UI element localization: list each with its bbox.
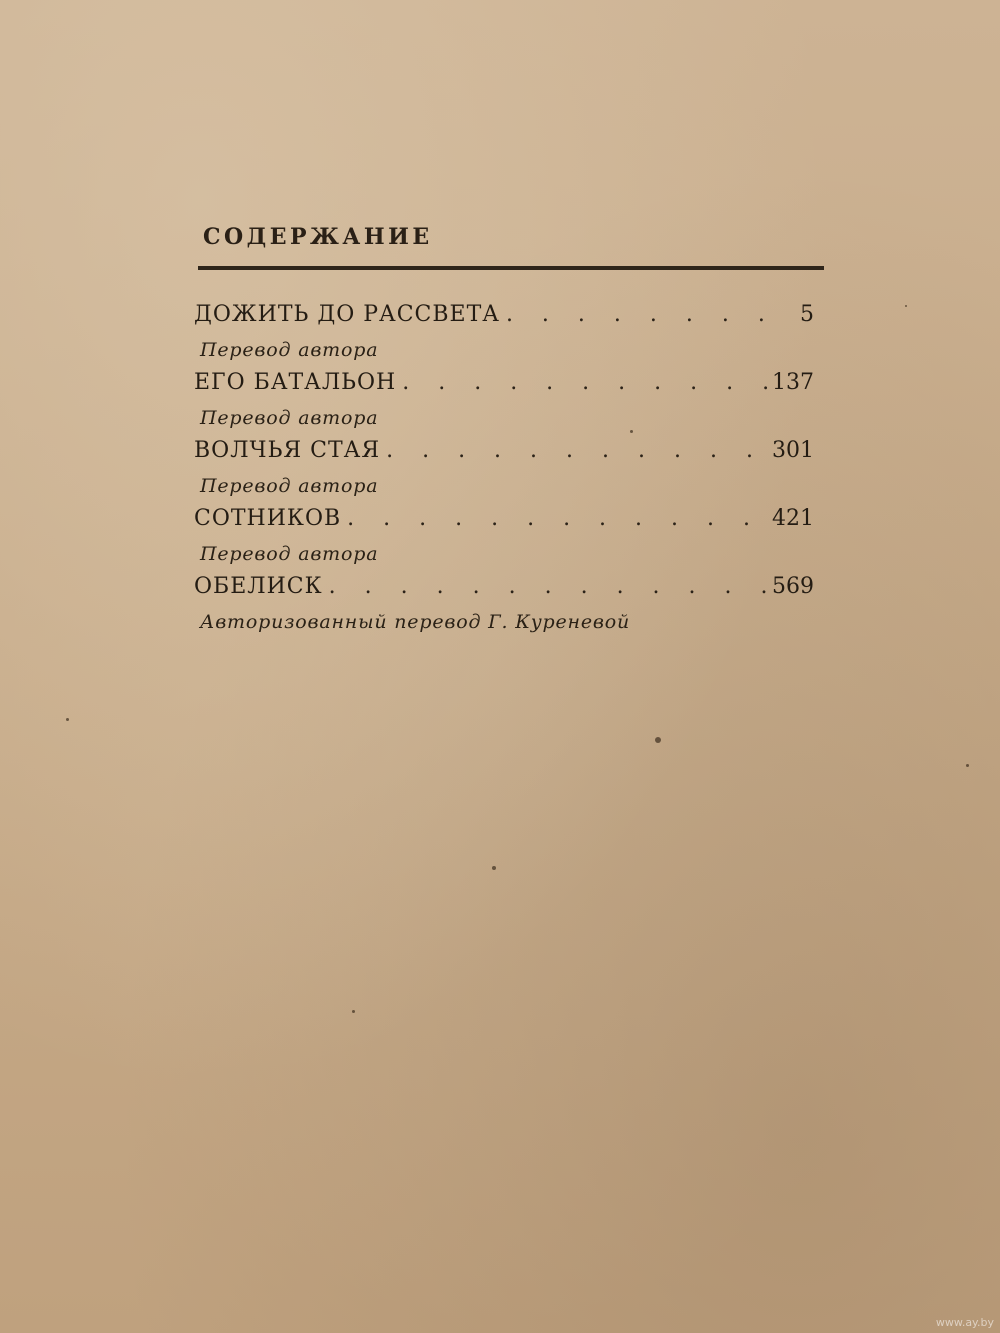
dot-leader [500,302,770,327]
paper-speck [66,718,69,721]
toc-entry-line [194,302,814,338]
toc-entry-page: 301 [772,438,814,463]
toc-entry-translation: Перевод автора [200,339,379,361]
toc-entry [194,302,814,370]
paper-speck [492,866,496,870]
paper-speck [655,737,661,743]
toc-entry-title: ВОЛЧЬЯ СТАЯ [194,438,381,463]
toc-entry [194,438,814,506]
toc-entry-translation: Авторизованный перевод Г. Куреневой [200,611,631,633]
toc-entry-title: ОБЕЛИСК [194,574,323,599]
toc-entry-page: 137 [772,370,814,395]
contents-list [194,302,814,642]
paper-speck [630,430,633,433]
dot-leader [396,370,770,395]
paper-speck [966,764,969,767]
toc-entry-page: 569 [772,574,814,599]
toc-entry-title: СОТНИКОВ [194,506,342,531]
toc-entry-title: ЕГО БАТАЛЬОН [194,370,397,395]
toc-entry-translation: Перевод автора [200,407,379,429]
dot-leader [380,438,770,463]
paper-speck [905,305,907,307]
toc-entry-line [194,574,814,610]
contents-heading: СОДЕРЖАНИЕ [203,224,433,250]
toc-entry-page: 421 [772,506,814,531]
dot-leader [323,574,770,599]
toc-entry [194,506,814,574]
toc-entry-translation: Перевод автора [200,543,379,565]
paper-speck [352,1010,355,1013]
toc-entry [194,370,814,438]
toc-entry [194,574,814,642]
toc-entry-line [194,370,814,406]
toc-entry-translation: Перевод автора [200,475,379,497]
toc-entry-line [194,438,814,474]
toc-entry-title: ДОЖИТЬ ДО РАССВЕТА [194,302,500,327]
dot-leader [341,506,770,531]
heading-rule [198,266,824,270]
toc-entry-line [194,506,814,542]
watermark: www.ay.by [935,1316,994,1329]
toc-entry-page: 5 [800,302,814,327]
